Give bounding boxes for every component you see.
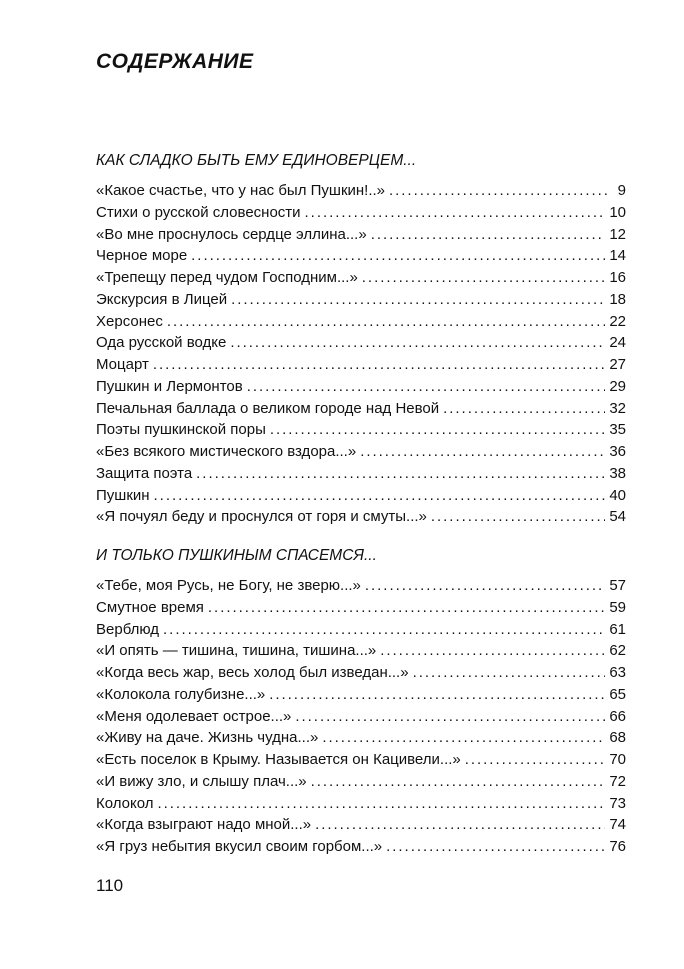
page-title: СОДЕРЖАНИЕ — [96, 50, 254, 73]
toc-entry-page: 63 — [609, 664, 626, 681]
dot-leader — [191, 245, 605, 267]
toc-entry-title: «Тебе, моя Русь, не Богу, не зверю...» — [96, 577, 361, 594]
toc-entry — [96, 311, 626, 333]
toc-entry-page: 66 — [609, 707, 626, 725]
toc-entry-title: Стихи о русской словесности — [96, 203, 301, 221]
toc-entry — [96, 749, 626, 771]
toc-entry-page: 14 — [609, 247, 626, 265]
toc-entry-page: 57 — [609, 577, 626, 594]
toc-entry-page: 72 — [609, 772, 626, 790]
toc-entry — [96, 180, 626, 202]
toc-entry-title: «Какое счастье, что у нас был Пушкин!..» — [96, 182, 386, 199]
toc-entry — [96, 463, 626, 485]
toc-entry — [96, 619, 626, 641]
toc-entry-title: «Колокола голубизне...» — [96, 685, 266, 703]
dot-leader — [196, 463, 605, 485]
toc-entry-title: «Когда взыграют надо мной...» — [96, 816, 312, 834]
toc-entry-title: Пушкин и Лермонтов — [96, 377, 243, 395]
toc-entry-page: 24 — [609, 334, 626, 352]
toc-entry-title: Защита поэта — [96, 464, 193, 482]
toc-entry — [96, 245, 626, 267]
toc-entry-page: 62 — [609, 642, 626, 660]
toc-entry-list — [96, 575, 626, 858]
dot-leader — [362, 267, 606, 289]
dot-leader — [431, 506, 605, 528]
dot-leader — [371, 224, 606, 246]
dot-leader — [231, 289, 605, 311]
dot-leader — [443, 398, 605, 420]
toc-entry-title: Поэты пушкинской поры — [96, 421, 266, 439]
dot-leader — [269, 684, 605, 706]
toc-entry-page: 35 — [609, 421, 626, 439]
dot-leader — [230, 332, 605, 354]
toc-entry-title: Херсонес — [96, 312, 163, 330]
toc-entry-page: 18 — [609, 290, 626, 308]
toc-entry — [96, 419, 626, 441]
toc-entry — [96, 727, 626, 749]
toc-entry-page: 12 — [609, 225, 626, 243]
toc-entry-page: 76 — [609, 838, 626, 855]
dot-leader — [295, 706, 605, 728]
toc-entry-title: Пушкин — [96, 486, 150, 504]
toc-entry-page: 73 — [609, 794, 626, 812]
toc-entry — [96, 485, 626, 507]
toc-entry-page: 65 — [609, 685, 626, 703]
toc-entry-page: 22 — [609, 312, 626, 330]
toc-entry — [96, 640, 626, 662]
dot-leader — [247, 376, 606, 398]
section-title: И ТОЛЬКО ПУШКИНЫМ СПАСЕМСЯ... — [96, 547, 377, 564]
toc-entry-list — [96, 180, 626, 528]
dot-leader — [167, 311, 605, 333]
toc-entry-page: 68 — [609, 729, 626, 747]
toc-entry — [96, 706, 626, 728]
toc-entry-title: «Я груз небытия вкусил своим горбом...» — [96, 838, 383, 855]
toc-entry — [96, 575, 626, 597]
toc-entry-title: «Я почуял беду и проснулся от горя и смуты...» — [96, 508, 427, 526]
toc-entry-page: 59 — [609, 598, 626, 616]
toc-entry-page: 36 — [609, 443, 626, 460]
toc-entry-title: «Живу на даче. Жизнь чудна...» — [96, 729, 319, 747]
dot-leader — [386, 836, 605, 858]
toc-entry — [96, 836, 626, 858]
toc-entry-page: 61 — [609, 620, 626, 638]
toc-entry-title: Моцарт — [96, 356, 149, 373]
toc-entry-title: Ода русской водке — [96, 334, 227, 352]
toc-entry — [96, 771, 626, 793]
dot-leader — [158, 793, 606, 815]
toc-entry-page: 29 — [609, 377, 626, 395]
toc-entry — [96, 684, 626, 706]
page-number: 110 — [96, 876, 124, 895]
dot-leader — [153, 354, 605, 376]
dot-leader — [315, 814, 605, 836]
toc-entry-title: «И опять — тишина, тишина, тишина...» — [96, 642, 377, 660]
toc-entry-page: 74 — [609, 816, 626, 834]
toc-entry — [96, 662, 626, 684]
toc-entry-page: 32 — [609, 399, 626, 417]
toc-entry-page: 10 — [609, 203, 626, 221]
dot-leader — [322, 727, 605, 749]
toc-entry — [96, 793, 626, 815]
toc-entry — [96, 398, 626, 420]
toc-entry-page: 27 — [609, 356, 626, 373]
toc-entry-title: «Когда весь жар, весь холод был изведан...» — [96, 664, 409, 681]
dot-leader — [413, 662, 606, 684]
toc-entry-title: «Без всякого мистического вздора...» — [96, 443, 357, 460]
toc-section-1 — [96, 150, 626, 528]
dot-leader — [154, 485, 606, 507]
toc-entry-page: 70 — [609, 751, 626, 768]
toc-entry — [96, 224, 626, 246]
toc-entry-title: «Есть поселок в Крыму. Называется он Кацивели...» — [96, 751, 461, 768]
toc-entry-title: «Во мне проснулось сердце эллина...» — [96, 225, 367, 243]
section-title: КАК СЛАДКО БЫТЬ ЕМУ ЕДИНОВЕРЦЕМ... — [96, 152, 417, 169]
toc-entry — [96, 354, 626, 376]
toc-entry — [96, 441, 626, 463]
dot-leader — [270, 419, 605, 441]
toc-entry-page: 38 — [609, 464, 626, 482]
toc-entry-page: 40 — [609, 486, 626, 504]
toc-entry — [96, 267, 626, 289]
toc-entry-title: Смутное время — [96, 598, 204, 616]
toc-entry — [96, 289, 626, 311]
toc-entry-title: Колокол — [96, 794, 154, 812]
toc-entry — [96, 506, 626, 528]
toc-entry — [96, 597, 626, 619]
toc-section-2 — [96, 545, 626, 858]
dot-leader — [389, 180, 608, 202]
toc-entry — [96, 332, 626, 354]
dot-leader — [380, 640, 605, 662]
toc-entry-title: «Трепещу перед чудом Господним...» — [96, 269, 358, 286]
dot-leader — [365, 575, 605, 597]
dot-leader — [360, 441, 605, 463]
toc-entry-title: Верблюд — [96, 620, 160, 638]
toc-entry-title: «И вижу зло, и слышу плач...» — [96, 772, 307, 790]
dot-leader — [208, 597, 605, 619]
toc-entry — [96, 202, 626, 224]
toc-entry-page: 54 — [609, 508, 626, 526]
toc-entry-page: 16 — [609, 269, 626, 286]
toc-entry-title: Черное море — [96, 247, 188, 265]
toc-entry-page: 9 — [617, 182, 626, 199]
dot-leader — [465, 749, 606, 771]
toc-entry-title: Экскурсия в Лицей — [96, 290, 228, 308]
toc-entry — [96, 814, 626, 836]
dot-leader — [305, 202, 606, 224]
toc-entry-title: Печальная баллада о великом городе над Невой — [96, 399, 440, 417]
toc-entry-title: «Меня одолевает острое...» — [96, 707, 292, 725]
toc-entry — [96, 376, 626, 398]
dot-leader — [311, 771, 606, 793]
dot-leader — [163, 619, 605, 641]
